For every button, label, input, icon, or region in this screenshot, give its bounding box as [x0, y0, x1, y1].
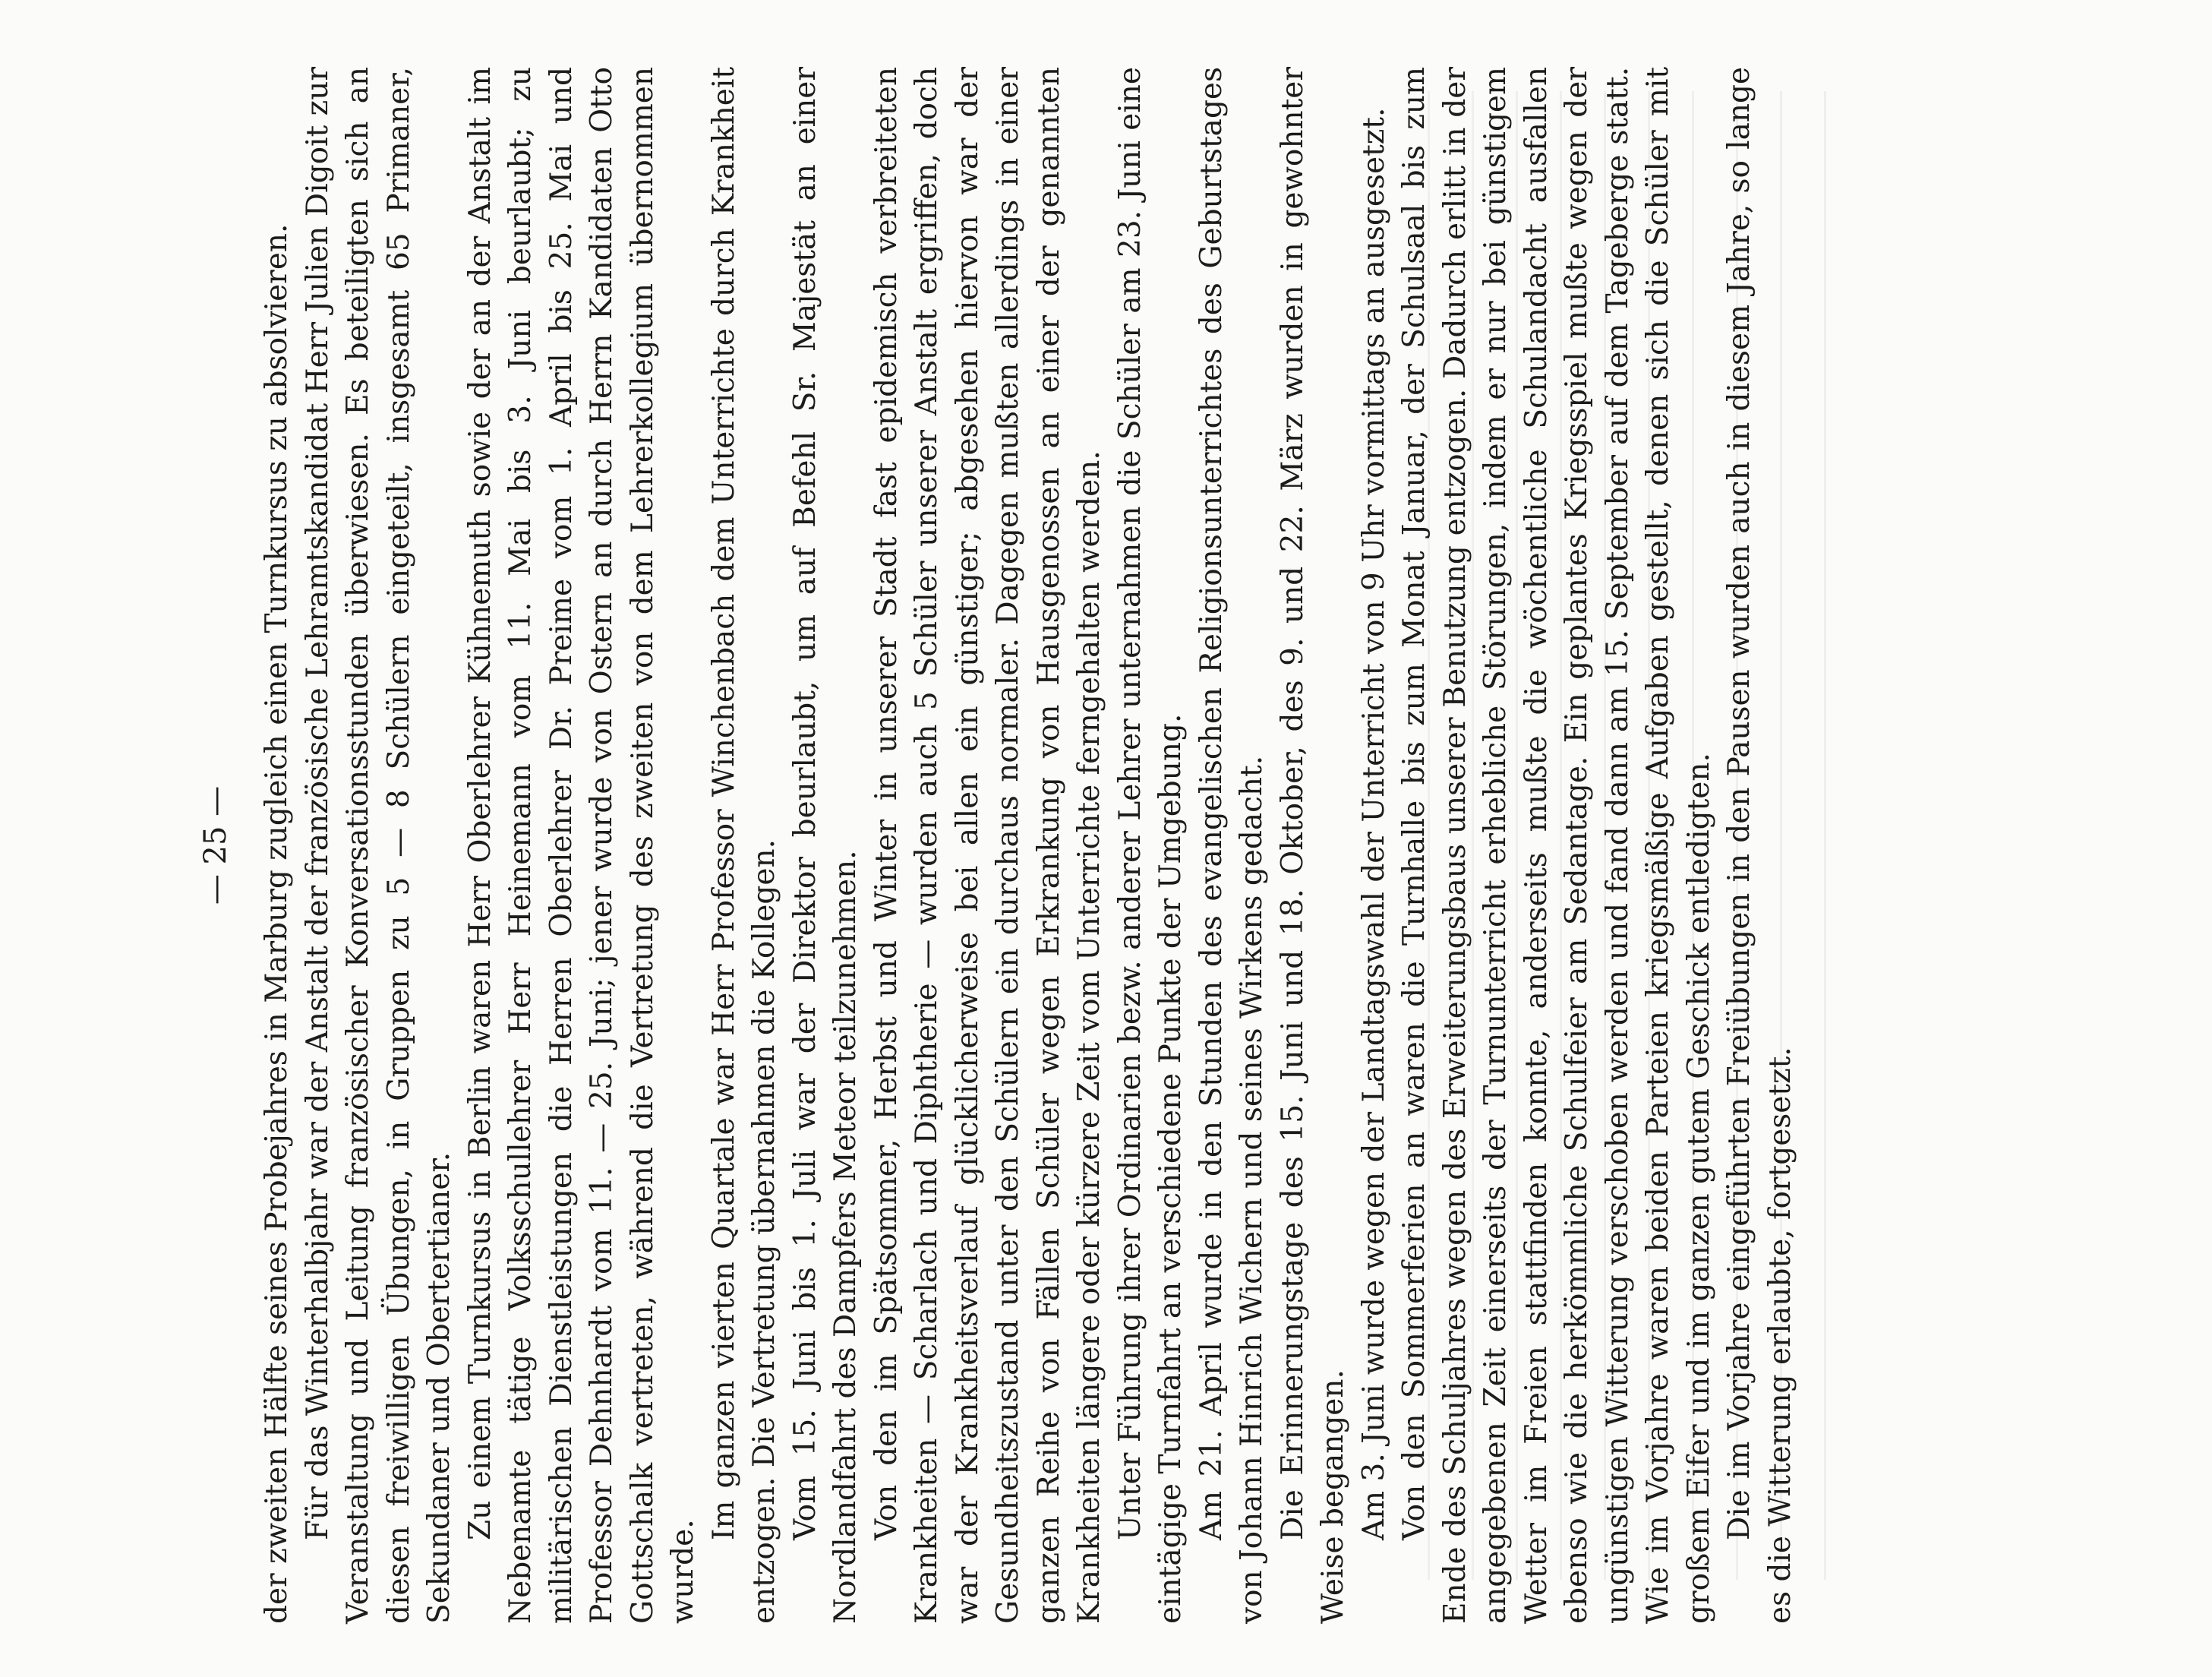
paragraph: Zu einem Turnkursus in Berlin waren Herr Oberlehrer Kühnemuth sowie der an der Anstalt im Nebenamte tätige Volksschullehrer Herr Heinemann vom 11. Mai bis 3. Juni beurlaubt; zu militärischen Dienstleistungen die Herren Oberlehrer Dr. Preime vom 1. April bis 25. Mai und Professor Dehnhardt vom 11. — 25. Juni; jener wurde von Ostern an durch Herrn Kandidaten Otto Gottschalk vertreten, während die Vertretung des zweiten von dem Lehrerkollegium übernommen wurde. — [462, 67, 700, 1624]
page-number: — 25 — — [198, 785, 233, 905]
rotated-page-content — [200, 67, 1939, 1624]
paragraph: Die im Vorjahre eingeführten Freiübungen in den Pausen wurden auch in diesem Jahre, so lange es die Witterung erlaubte, fortgesetzt. — [1722, 67, 1797, 1624]
paragraph: Von den Sommerferien an waren die Turnhalle bis zum Monat Januar, der Schulsaal bis zum Ende des Schuljahres wegen des Erweiterungsbaus unserer Benutzung entzogen. Dadurch erlitt in der angegebenen Zeit einerseits der Turnunterricht erhebliche Störungen, indem er nur bei günstigem Wetter im Freien stattfinden konnte, anderseits mußte die wöchentliche Schulandacht ausfallen ebenso wie die herkömmliche Schulfeier am Sedantage. Ein geplantes Kriegsspiel mußte wegen der ungünstigen Witterung verschoben werden und fand dann am 15. September auf dem Tageberge statt. Wie im Vorjahre waren beiden Parteien kriegsmäßige Aufgaben gestellt, denen sich die Schüler mit großem Eifer und im ganzen gutem Geschick entledigten. — [1397, 67, 1716, 1624]
paragraph: Für das Winterhalbjahr war der Anstalt der französische Lehramtskandidat Herr Julien Digoit zur Veranstaltung und Leitung französischer Konversationsstunden überwiesen. Es beteiligten sich an diesen freiwilligen Übungen, in Gruppen zu 5 — 8 Schülern eingeteilt, insgesamt 65 Primaner, Sekundaner und Obertertianer. — [300, 67, 456, 1624]
paragraph: Unter Führung ihrer Ordinarien bezw. anderer Lehrer unternahmen die Schüler am 23. Juni eine eintägige Turnfahrt an verschiedene Punkte der Umgebung. — [1112, 67, 1188, 1624]
paragraph: Vom 15. Juni bis 1. Juli war der Direktor beurlaubt, um auf Befehl Sr. Majestät an einer Nordlandfahrt des Dampfers Meteor teilzunehmen. — [787, 67, 863, 1624]
paragraph: Im ganzen vierten Quartale war Herr Professor Winchenbach dem Unterrichte durch Krankheit entzogen. Die Vertretung übernahmen die Kollegen. — [706, 67, 781, 1624]
paragraph: Die Erinnerungstage des 15. Juni und 18. Oktober, des 9. und 22. März wurden in gewohnter Weise begangen. — [1275, 67, 1350, 1624]
paragraph: Von den im Spätsommer, Herbst und Winter in unserer Stadt fast epidemisch verbreiteten Krankheiten — Scharlach und Diphtherie — wurden auch 5 Schüler unserer Anstalt ergriffen, doch war der Krankheitsverlauf glücklicherweise bei allen ein günstiger; abgesehen hiervon war der Gesundheitszustand unter den Schülern ein durchaus normaler. Dagegen mußten allerdings in einer ganzen Reihe von Fällen Schüler wegen Erkrankung von Hausgenossen an einer der genannten Krankheiten längere oder kürzere Zeit vom Unterrichte ferngehalten werden. — [869, 67, 1106, 1624]
paragraph: Am 21. April wurde in den Stunden des evangelischen Religionsunterrichtes des Geburtstages von Johann Hinrich Wichern und seines Wirkens gedacht. — [1194, 67, 1269, 1624]
paragraph: Am 3. Juni wurde wegen der Landtagswahl der Unterricht von 9 Uhr vormittags an ausgesetzt. — [1356, 107, 1391, 1540]
paragraph-continuation: der zweiten Hälfte seines Probejahres in Marburg zugleich einen Turnkursus zu absolvieren. — [260, 223, 294, 1624]
